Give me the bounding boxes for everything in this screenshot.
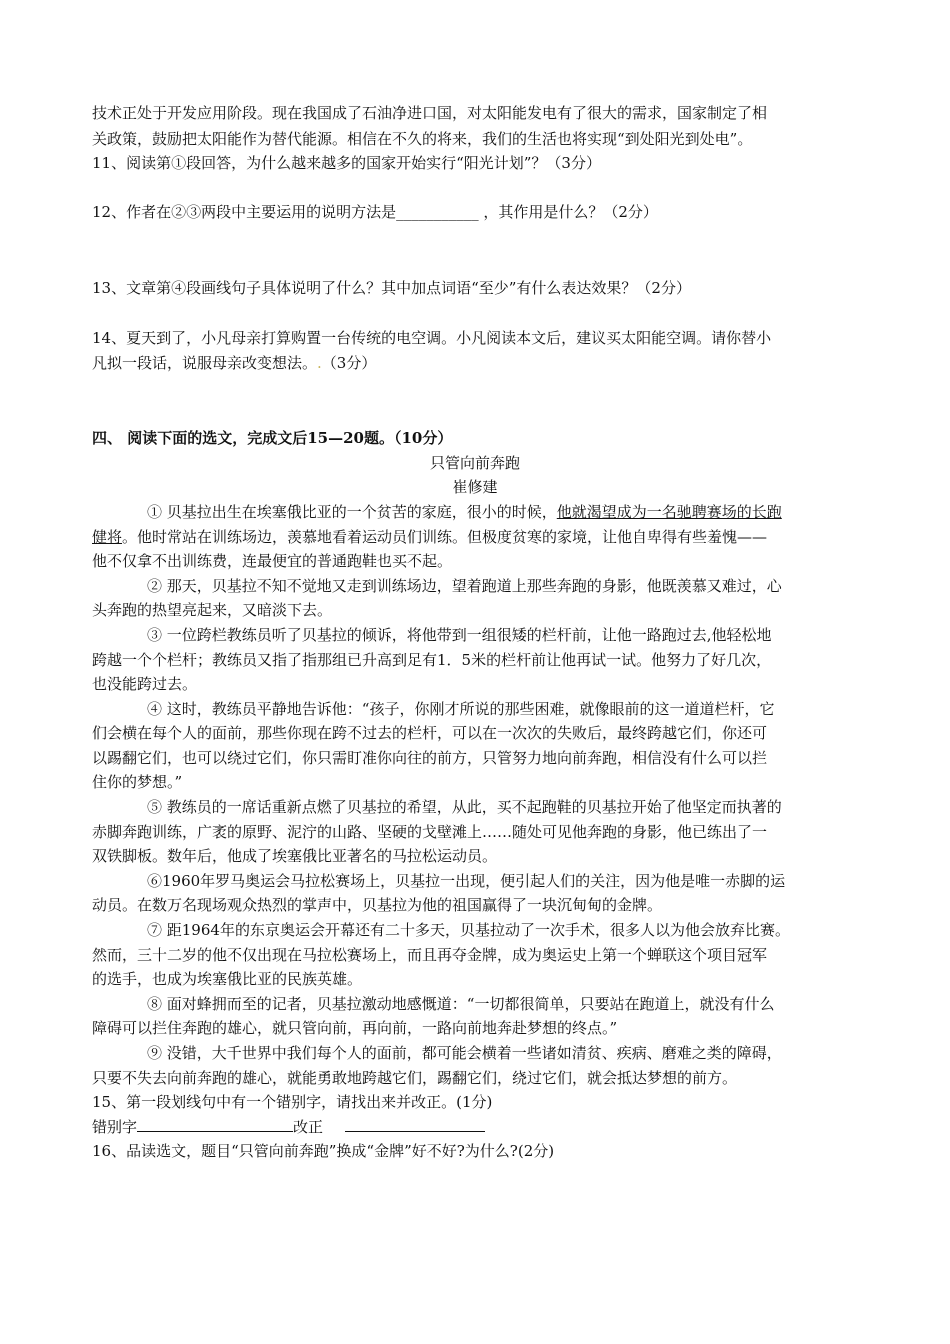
paragraph-8-line2: 障碍可以拦住奔跑的雄心，就只管向前，再向前，一路向前地奔赴梦想的终点。”: [92, 1019, 618, 1037]
paragraph-9-line2: 只要不失去向前奔跑的雄心，就能勇敢地跨越它们，踢翻它们，绕过它们，就会抵达梦想的前方。: [92, 1069, 738, 1087]
section-4-heading: 四、 阅读下面的选文，完成文后15—20题。（10分）: [92, 429, 453, 447]
paragraph-6-line2: 动员。在数万名现场观众热烈的掌声中，贝基拉为他的祖国赢得了一块沉甸甸的金牌。: [92, 896, 663, 914]
question-12-text: 12、作者在②③两段中主要运用的说明方法是: [92, 203, 397, 221]
paragraph-1-line3: 他不仅拿不出训练费，连最便宜的普通跑鞋也买不起。: [92, 552, 453, 570]
paragraph-7-line2: 然而，三十二岁的他不仅出现在马拉松赛场上，而且再夺金牌，成为奥运史上第一个蝉联这个项目冠军: [92, 946, 768, 964]
paragraph-7-line1: ⑦ 距1964年的东京奥运会开幕还有二十多天，贝基拉动了一次手术，很多人以为他会放弃比赛。: [147, 921, 790, 939]
wrong-char-blank[interactable]: [137, 1115, 293, 1132]
paragraph-5-line1: ⑤ 教练员的一席话重新点燃了贝基拉的希望，从此，买不起跑鞋的贝基拉开始了他坚定而执著的: [147, 798, 782, 816]
answer-blank-12[interactable]: ___________: [396, 203, 479, 221]
paragraph-1-text: ① 贝基拉出生在埃塞俄比亚的一个贫苦的家庭，很小的时候，: [147, 503, 557, 521]
article-author: 崔修建: [452, 478, 498, 496]
paragraph-4-line2: 们会横在每个人的面前，那些你现在跨不过去的栏杆，可以在一次次的失败后，最终跨越它们，你还可: [92, 724, 768, 742]
paragraph-4-line3: 以踢翻它们，也可以绕过它们，你只需盯准你向往的前方，只管努力地向前奔跑，相信没有什么可以拦: [92, 749, 768, 767]
question-15-answer-row: [92, 1115, 485, 1139]
wrong-char-label: 错别字: [92, 1118, 138, 1136]
paragraph-3-line3: 也没能跨过去。: [92, 675, 198, 693]
paragraph-2-line1: ② 那天，贝基拉不知不觉地又走到训练场边，望着跑道上那些奔跑的身影，他既羡慕又难过，心: [147, 577, 782, 595]
correction-blank[interactable]: [345, 1115, 485, 1132]
paragraph-8-line1: ⑧ 面对蜂拥而至的记者，贝基拉激动地感慨道：“一切都很简单，只要站在跑道上，就没有什么: [147, 995, 775, 1013]
paragraph-5-line2: 赤脚奔跑训练，广袤的原野、泥泞的山路、坚硬的戈壁滩上……随处可见他奔跑的身影，他已练出了一: [92, 823, 768, 841]
paragraph-3-line1: ③ 一位跨栏教练员听了贝基拉的倾诉，将他带到一组很矮的栏杆前，让他一路跑过去,他轻松地: [147, 626, 772, 644]
question-15: 15、第一段划线句中有一个错别字，请找出来并改正。(1分): [92, 1093, 493, 1111]
paragraph-1-line1: [147, 500, 782, 524]
question-14-text: 凡拟一段话，说服母亲改变想法。: [92, 354, 318, 372]
paragraph-4-line4: 住你的梦想。”: [92, 773, 183, 791]
passage-line: 技术正处于开发应用阶段。现在我国成了石油净进口国，对太阳能发电有了很大的需求，国家制定了相: [92, 104, 768, 122]
underlined-sentence-end: 健将: [92, 528, 123, 546]
passage-line: 关政策，鼓励把太阳能作为替代能源。相信在不久的将来，我们的生活也将实现“到处阳光到处电”。: [92, 130, 753, 148]
question-13: 13、文章第④段画线句子具体说明了什么？其中加点词语“至少”有什么表达效果？（2分）: [92, 279, 691, 297]
paragraph-1-line2: [92, 525, 767, 549]
paragraph-7-line3: 的选手，也成为埃塞俄比亚的民族英雄。: [92, 970, 363, 988]
question-14-line2: [92, 351, 376, 375]
stray-dot: .: [317, 354, 322, 372]
article-title: 只管向前奔跑: [429, 454, 520, 472]
question-14-score: （3分）: [321, 354, 377, 372]
paragraph-1-text: 。他时常站在训练场边，羡慕地看着运动员们训练。但极度贫寒的家境，让他自卑得有些羞愧——: [122, 528, 768, 546]
paragraph-3-line2: 跨越一个个栏杆；教练员又指了指那组已升高到足有1．5米的栏杆前让他再试一试。他努力了好几次，: [92, 651, 772, 669]
paragraph-6-line1: ⑥1960年罗马奥运会马拉松赛场上，贝基拉一出现，便引起人们的关注，因为他是唯一赤脚的运: [147, 872, 786, 890]
paragraph-2-line2: 头奔跑的热望亮起来，又暗淡下去。: [92, 601, 333, 619]
question-16: 16、品读选文，题目“只管向前奔跑”换成“金牌”好不好?为什么?(2分): [92, 1142, 555, 1160]
correction-label: 改正: [293, 1118, 324, 1136]
question-11: 11、阅读第①段回答，为什么越来越多的国家开始实行“阳光计划”？（3分）: [92, 154, 601, 172]
paragraph-9-line1: ⑨ 没错，大千世界中我们每个人的面前，都可能会横着一些诸如清贫、疾病、磨难之类的障碍，: [147, 1044, 782, 1062]
question-12: [92, 200, 658, 224]
question-12-text-tail: ，其作用是什么？（2分）: [483, 203, 658, 221]
underlined-sentence: 他就渴望成为一名驰聘赛场的长跑: [556, 503, 782, 521]
question-14-line1: 14、夏天到了，小凡母亲打算购置一台传统的电空调。小凡阅读本文后，建议买太阳能空调。请你替小: [92, 329, 772, 347]
paragraph-4-line1: ④ 这时，教练员平静地告诉他：“孩子，你刚才所说的那些困难，就像眼前的这一道道栏杆，它: [147, 700, 775, 718]
paragraph-5-line3: 双铁脚板。数年后，他成了埃塞俄比亚著名的马拉松运动员。: [92, 847, 498, 865]
